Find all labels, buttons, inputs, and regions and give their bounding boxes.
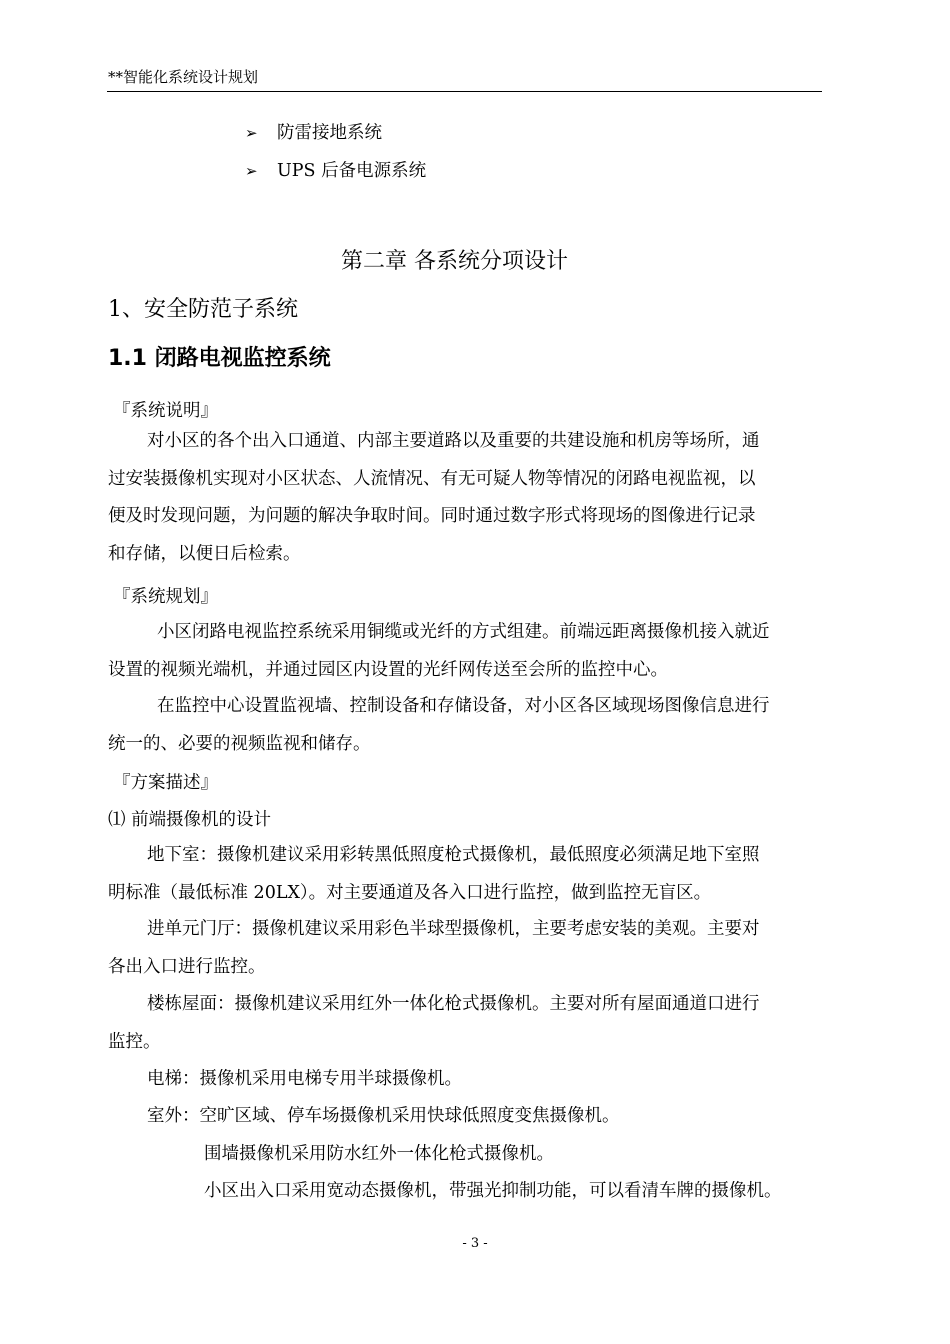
paragraph-line: 室外：空旷区域、停车场摄像机采用快球低照度变焦摄像机。 (147, 1106, 620, 1126)
system-planning-paragraph-1 (108, 614, 824, 689)
paragraph-line: 进单元门厅：摄像机建议采用彩色半球型摄像机，主要考虑安装的美观。主要对 (147, 919, 760, 939)
paragraph-line: 对小区的各个出入口通道、内部主要道路以及重要的共建设施和机房等场所，通 (147, 431, 760, 451)
paragraph-line: 明标准（最低标准 20LX）。对主要通道及各入口进行监控，做到监控无盲区。 (108, 882, 712, 903)
bullet-text: UPS 后备电源系统 (277, 161, 427, 181)
elevator-paragraph (108, 1061, 824, 1099)
paragraph-line: 电梯：摄像机采用电梯专用半球摄像机。 (147, 1069, 462, 1089)
arrow-bullet-icon: ➢ (245, 162, 258, 180)
outdoor-paragraph (108, 1098, 824, 1211)
bullet-text: 防雷接地系统 (277, 123, 382, 143)
item-1-title: ⑴ 前端摄像机的设计 (108, 810, 272, 830)
paragraph-line: 设置的视频光端机，并通过园区内设置的光纤网传送至会所的监控中心。 (108, 659, 668, 680)
system-description-heading: 『系统说明』 (113, 401, 218, 421)
header-title: **智能化系统设计规划 (108, 68, 259, 86)
scheme-description-heading: 『方案描述』 (113, 773, 218, 793)
basement-paragraph (108, 837, 824, 912)
chapter-title: 第二章 各系统分项设计 (341, 249, 568, 274)
subsection-title: 1.1 闭路电视监控系统 (108, 346, 331, 371)
paragraph-line: 过安装摄像机实现对小区状态、人流情况、有无可疑人物等情况的闭路电视监视，以 (108, 468, 756, 489)
paragraph-line: 在监控中心设置监视墙、控制设备和存储设备，对小区各区域现场图像信息进行 (157, 696, 770, 716)
arrow-bullet-icon: ➢ (245, 124, 258, 142)
paragraph-line: 监控。 (108, 1031, 161, 1052)
lobby-paragraph (108, 911, 824, 986)
system-planning-paragraph-2 (108, 688, 824, 763)
paragraph-line: 和存储，以便日后检索。 (108, 543, 301, 564)
roof-paragraph (108, 986, 824, 1061)
paragraph-line: 围墙摄像机采用防水红外一体化枪式摄像机。 (204, 1143, 554, 1164)
paragraph-line: 小区闭路电视监控系统采用铜缆或光纤的方式组建。前端远距离摄像机接入就近 (157, 622, 770, 642)
paragraph-line: 统一的、必要的视频监视和储存。 (108, 733, 371, 754)
section-title: 1、安全防范子系统 (108, 297, 298, 322)
system-planning-heading: 『系统规划』 (113, 587, 218, 607)
header-divider (107, 91, 822, 92)
paragraph-line: 各出入口进行监控。 (108, 956, 266, 977)
bullet-item (245, 119, 382, 144)
paragraph-line: 地下室：摄像机建议采用彩转黑低照度枪式摄像机，最低照度必须满足地下室照 (147, 845, 760, 865)
system-description-paragraph (108, 423, 824, 573)
page-number: - 3 - (462, 1236, 488, 1251)
paragraph-line: 楼栋屋面：摄像机建议采用红外一体化枪式摄像机。主要对所有屋面通道口进行 (147, 994, 760, 1014)
bullet-item (245, 157, 426, 182)
paragraph-line: 便及时发现问题，为问题的解决争取时间。同时通过数字形式将现场的图像进行记录 (108, 506, 756, 526)
paragraph-line: 小区出入口采用宽动态摄像机，带强光抑制功能，可以看清车牌的摄像机。 (204, 1181, 782, 1201)
